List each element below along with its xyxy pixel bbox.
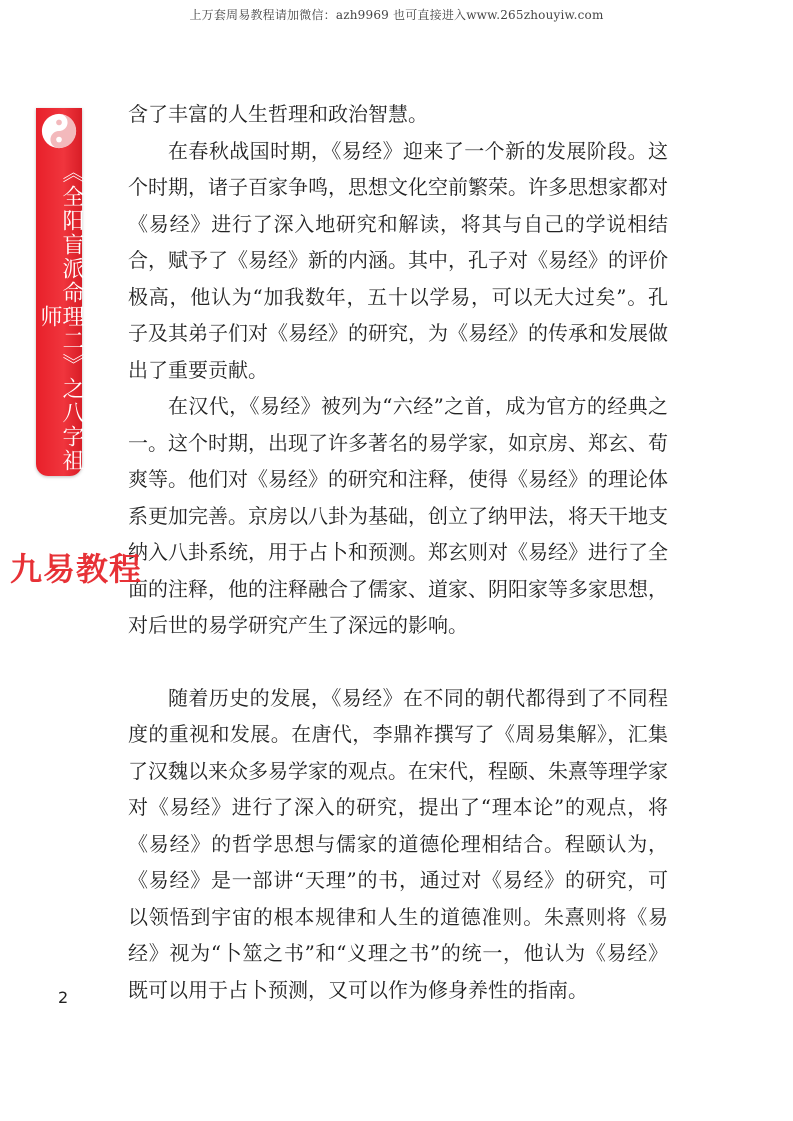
- sidebar-title-tab: [36, 108, 82, 476]
- paragraph-han-dynasty: 在汉代，《易经》被列为“六经”之首，成为官方的经典之一。这个时期，出现了许多著名的易学家，如京房、郑玄、荀爽等。他们对《易经》的研究和注释，使得《易经》的理论体系更加完善。京房以八卦为基础，创立了纳甲法，将天干地支纳入八卦系统，用于占卜和预测。郑玄则对《易经》进行了全面的注释，他的注释融合了儒家、道家、阴阳家等多家思想，对后世的易学研究产生了深远的影响。: [128, 394, 668, 637]
- paragraph-continuation: 含了丰富的人生哲理和政治智慧。: [128, 102, 428, 126]
- page-number: 2: [58, 988, 69, 1007]
- body-text: [128, 96, 668, 1008]
- sidebar-title: 《全阳盲派命理二》之八字祖师: [37, 161, 84, 473]
- header-note: 上万套周易教程请加微信：azh9969 也可直接进入www.265zhouyiw.com: [189, 8, 604, 22]
- watermark-text: 九易教程: [10, 550, 143, 588]
- paragraph-later-dynasties: 随着历史的发展，《易经》在不同的朝代都得到了不同程度的重视和发展。在唐代，李鼎祚撰写了《周易集解》，汇集了汉魏以来众多易学家的观点。在宋代，程颐、朱熹等理学家对《易经》进行了深入的研究，提出了“理本论”的观点，将《易经》的哲学思想与儒家的道德伦理相结合。程颐认为，《易经》是一部讲“天理”的书，通过对《易经》的研究，可以领悟到宇宙的根本规律和人生的道德准则。朱熹则将《易经》视为“卜筮之书”和“义理之书”的统一，他认为《易经》既可以用于占卜预测，又可以作为修身养性的指南。: [128, 685, 668, 1002]
- paragraph-gap: [128, 644, 668, 680]
- yin-yang-icon: [40, 112, 78, 150]
- paragraph-spring-autumn: 在春秋战国时期，《易经》迎来了一个新的发展阶段。这个时期，诸子百家争鸣，思想文化空前繁荣。许多思想家都对《易经》进行了深入地研究和解读，将其与自己的学说相结合，赋予了《易经》新的内涵。其中，孔子对《易经》的评价极高，他认为“加我数年，五十以学易，可以无大过矣”。孔子及其弟子们对《易经》的研究，为《易经》的传承和发展做出了重要贡献。: [128, 138, 668, 382]
